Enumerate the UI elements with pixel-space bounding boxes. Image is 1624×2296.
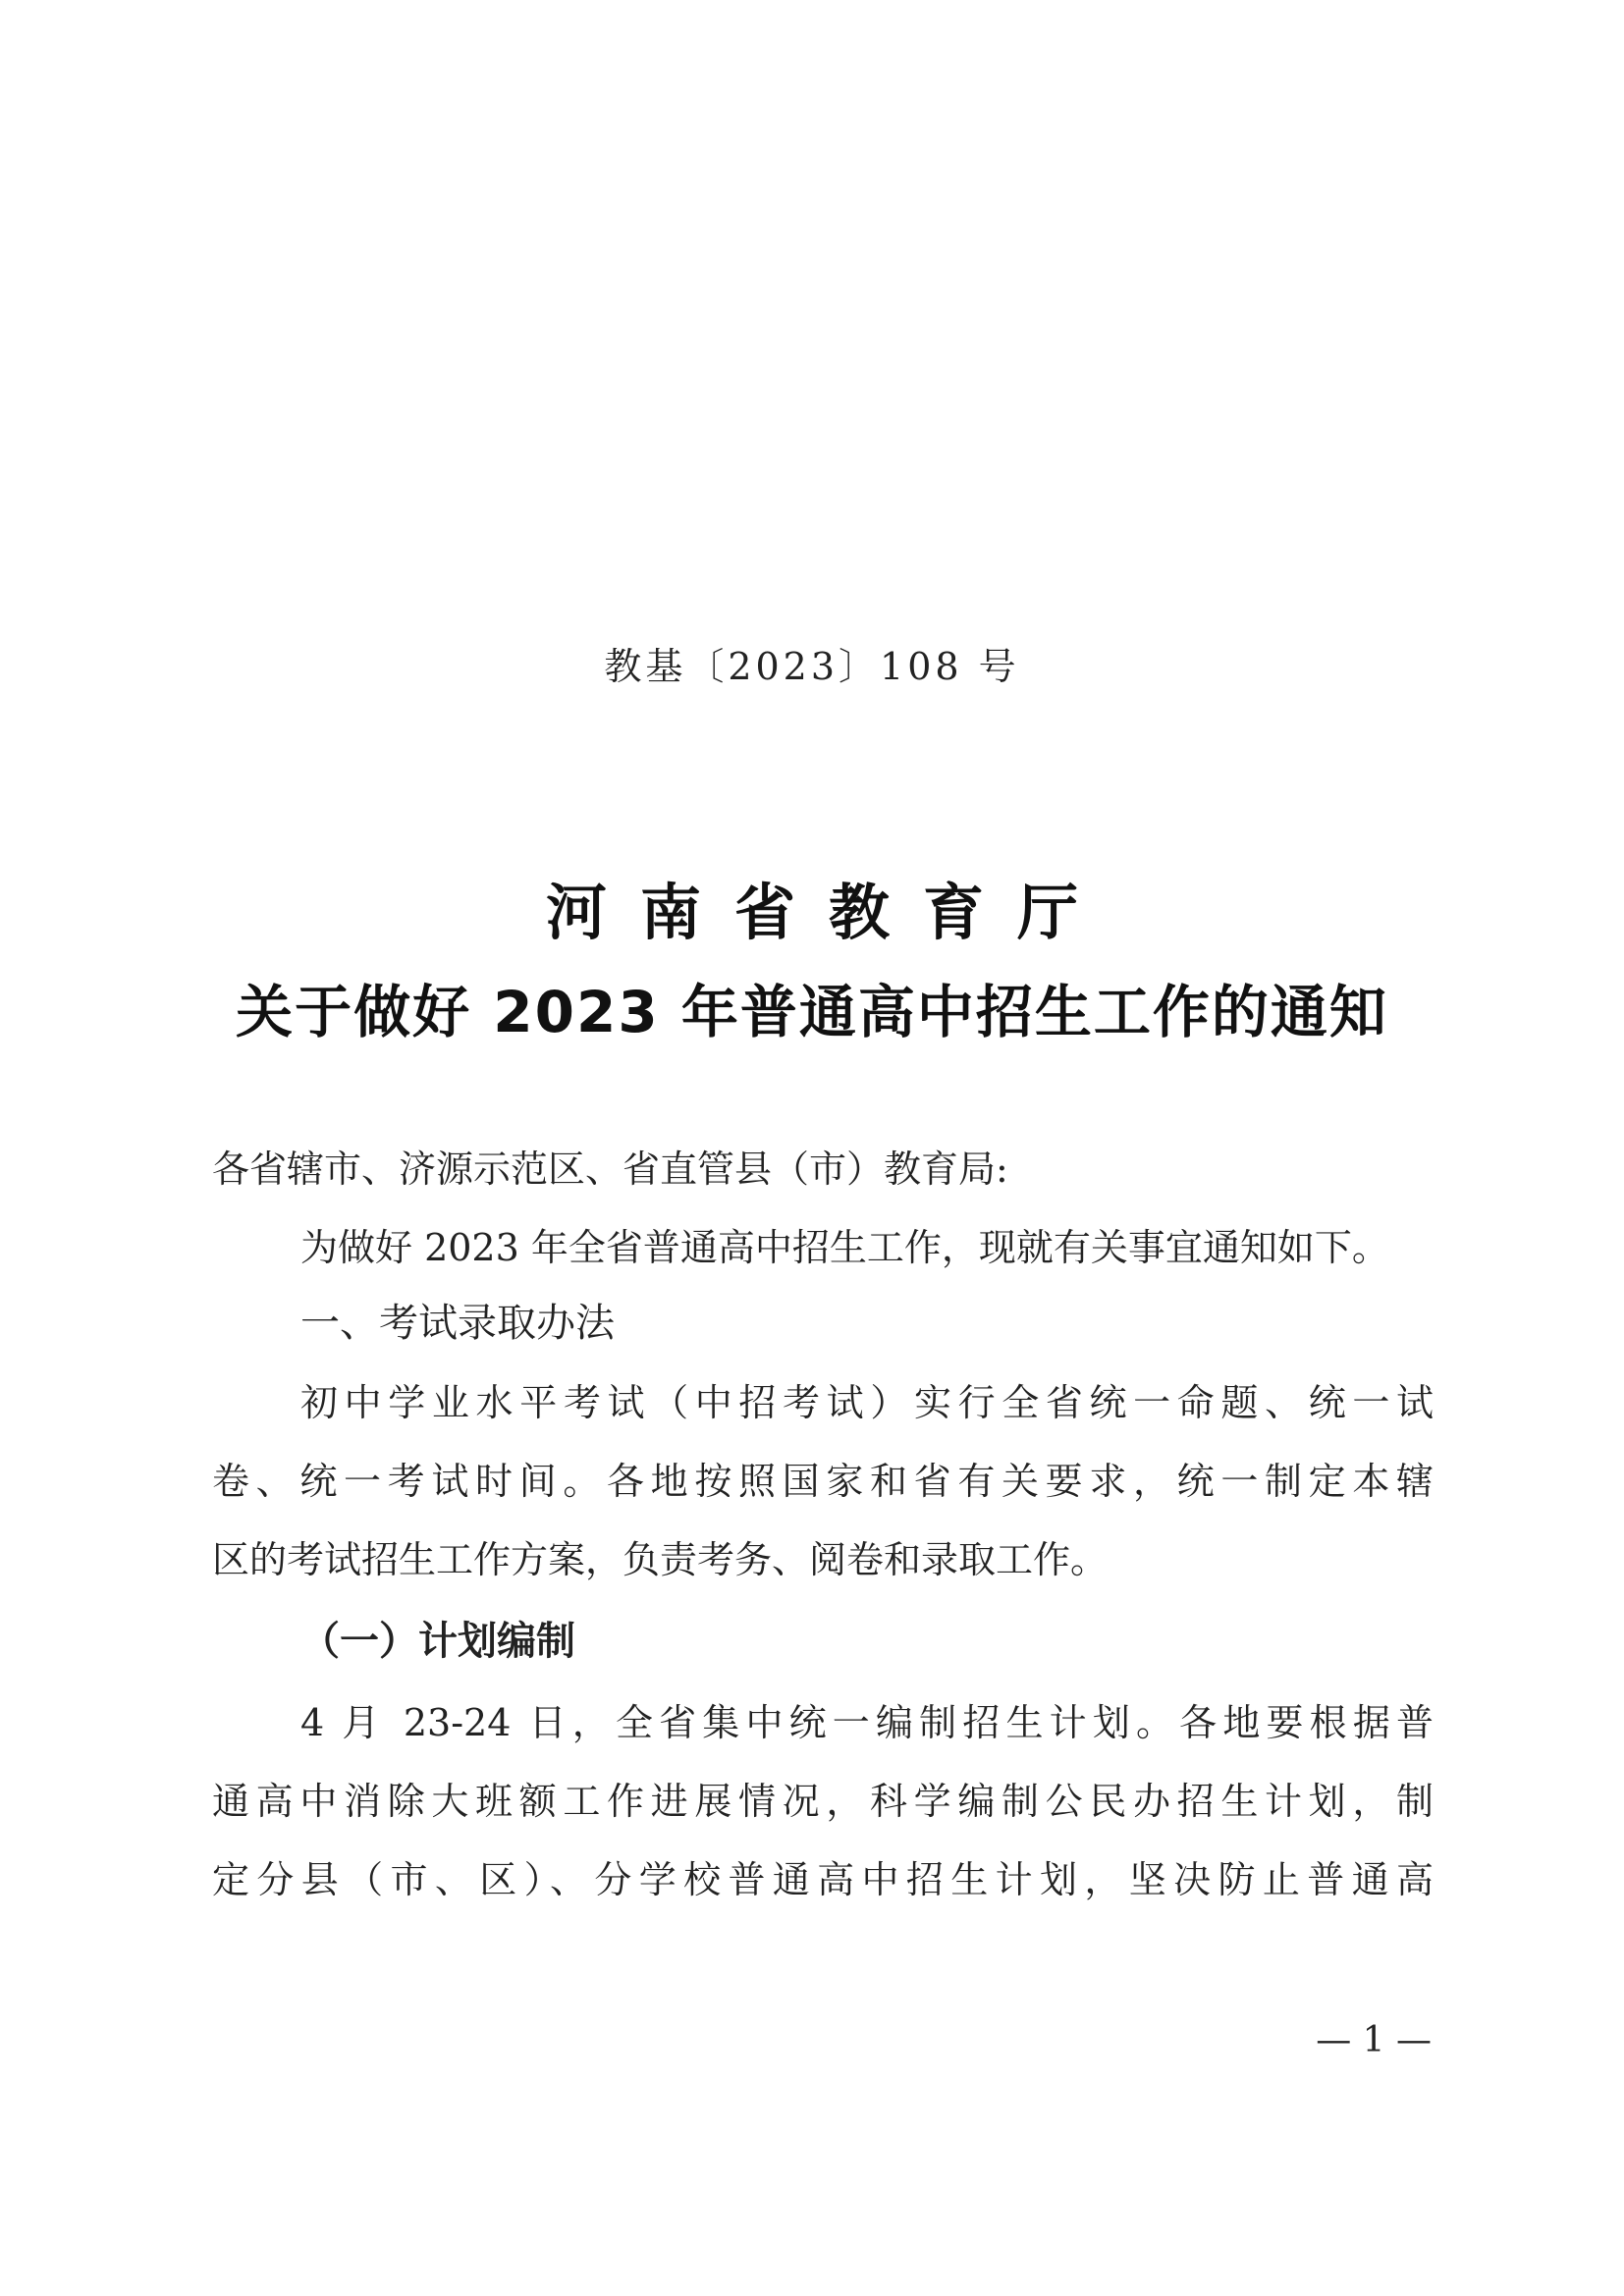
document-number: 教基〔2023〕108 号 [604,645,1020,688]
paragraph-line: 通高中消除大班额工作进展情况，科学编制公民办招生计划，制 [212,1780,1434,1823]
page-number: — 1 — [1316,2020,1432,2060]
section-heading-exam-admission: 一、考试录取办法 [300,1301,615,1346]
paragraph-line: 定分县（市、区）、分学校普通高中招生计划，坚决防止普通高 [212,1858,1434,1901]
paragraph-line: 卷、统一考试时间。各地按照国家和省有关要求，统一制定本辖 [212,1460,1434,1503]
subsection-heading-plan: （一）计划编制 [300,1619,575,1664]
intro-paragraph: 为做好 2023 年全省普通高中招生工作，现就有关事宜通知如下。 [300,1226,1389,1269]
addressee-line: 各省辖市、济源示范区、省直管县（市）教育局: [212,1148,1008,1191]
paragraph-line: 区的考试招生工作方案，负责考务、阅卷和录取工作。 [212,1538,1109,1581]
document-title-issuer: 河南省教育厅 [545,877,1111,948]
document-title-subject: 关于做好 2023 年普通高中招生工作的通知 [236,979,1388,1045]
paragraph-line: 初中学业水平考试（中招考试）实行全省统一命题、统一试 [300,1381,1434,1424]
paragraph-line: 4 月 23-24 日，全省集中统一编制招生计划。各地要根据普 [300,1701,1434,1744]
